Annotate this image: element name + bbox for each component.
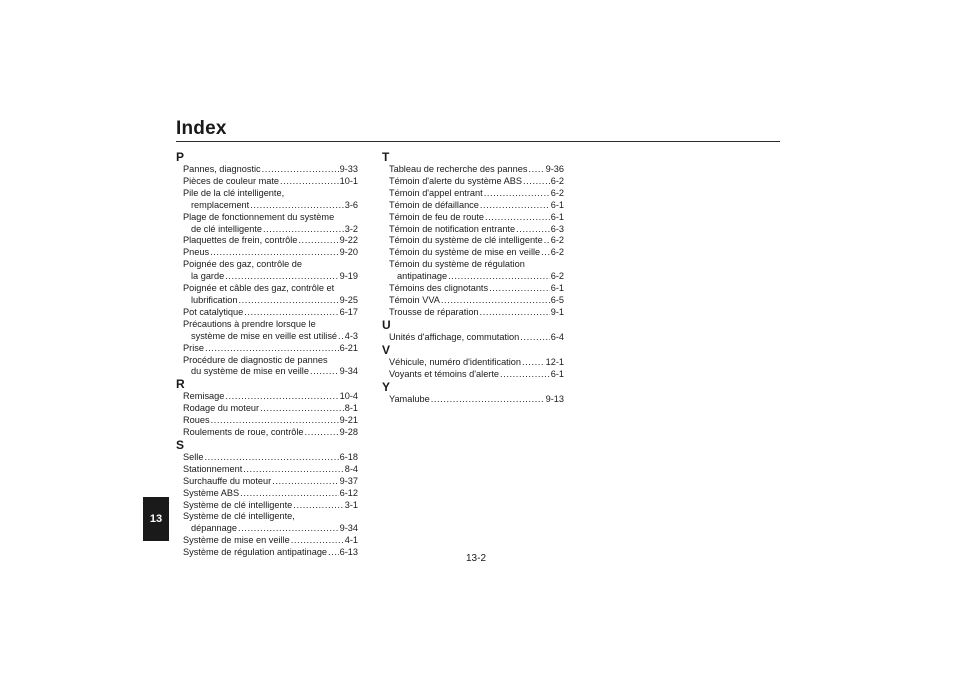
entry-page: 6-2 — [550, 247, 564, 258]
dot-leader — [272, 476, 338, 488]
dot-leader — [262, 164, 339, 176]
index-entry — [176, 176, 358, 188]
dot-leader — [204, 452, 338, 464]
entry-page: 10-4 — [339, 391, 358, 402]
index-entry — [382, 212, 564, 224]
entry-text-continued: du système de mise en veille — [191, 366, 309, 377]
dot-leader — [523, 176, 550, 188]
entry-page: 6-18 — [339, 451, 358, 462]
entry-text: Témoin du système de mise en veille — [389, 247, 541, 258]
entry-text: Poignée des gaz, contrôle de — [183, 259, 303, 270]
index-entry — [176, 247, 358, 259]
index-entry — [176, 235, 358, 247]
index-entry — [176, 391, 358, 403]
entry-text: Pile de la clé intelligente, — [183, 187, 285, 198]
dot-leader — [225, 391, 338, 403]
index-entry — [382, 283, 564, 295]
dot-leader — [244, 307, 338, 319]
dot-leader — [293, 500, 343, 512]
entry-page: 3-2 — [344, 223, 358, 234]
entry-text-continued: remplacement — [191, 199, 250, 210]
index-column-right — [382, 151, 564, 405]
index-entry — [382, 224, 564, 236]
entry-page: 6-3 — [550, 223, 564, 234]
entry-text: Pneus — [183, 247, 210, 258]
index-entry — [176, 452, 358, 464]
entry-text: Procédure de diagnostic de pannes — [183, 354, 328, 365]
dot-leader — [480, 200, 550, 212]
entry-text: Remisage — [183, 391, 225, 402]
dot-leader — [240, 488, 338, 500]
dot-leader — [310, 366, 339, 378]
entry-page: 10-1 — [339, 175, 358, 186]
entry-text: Selle — [183, 451, 204, 462]
entry-text: Roulements de roue, contrôle — [183, 427, 304, 438]
entry-page: 6-1 — [550, 368, 564, 379]
dot-leader — [260, 403, 344, 415]
dot-leader — [338, 331, 344, 343]
entry-page: 8-1 — [344, 403, 358, 414]
dot-leader — [484, 188, 550, 200]
index-column-left — [176, 151, 358, 559]
entry-page: 6-2 — [550, 271, 564, 282]
entry-page: 6-2 — [550, 235, 564, 246]
dot-leader — [298, 235, 338, 247]
entry-text: Témoin d'appel entrant — [389, 187, 483, 198]
entry-page: 9-25 — [339, 294, 358, 305]
index-entry — [176, 212, 358, 236]
index-entry — [382, 164, 564, 176]
entry-text: Système de régulation antipatinage — [183, 547, 328, 558]
index-letter: R — [176, 377, 185, 392]
index-letter: S — [176, 437, 185, 452]
entry-text: Système de clé intelligente, — [183, 511, 295, 522]
page-number: 13-2 — [466, 553, 487, 564]
entry-page: 9-13 — [545, 393, 564, 404]
index-entry — [176, 319, 358, 343]
index-entry — [382, 176, 564, 188]
index-entry — [176, 415, 358, 427]
index-letter: T — [382, 150, 390, 164]
index-entry — [176, 427, 358, 439]
entry-page: 4-3 — [344, 330, 358, 341]
entry-page: 6-2 — [550, 187, 564, 198]
dot-leader — [448, 271, 550, 283]
dot-leader — [441, 295, 550, 307]
entry-text-continued: dépannage — [191, 523, 237, 534]
dot-leader — [489, 283, 550, 295]
entry-page: 3-1 — [344, 499, 358, 510]
dot-leader — [544, 235, 550, 247]
index-entry — [176, 488, 358, 500]
entry-text: Pièces de couleur mate — [183, 175, 280, 186]
index-letter: Y — [382, 379, 391, 394]
entry-text-continued: lubrification — [191, 294, 238, 305]
entry-text: Témoin du système de régulation — [389, 259, 525, 270]
index-entry — [382, 235, 564, 247]
entry-page: 6-2 — [550, 175, 564, 186]
entry-page: 6-21 — [339, 342, 358, 353]
entry-text: Système de mise en veille — [183, 535, 290, 546]
index-entry — [382, 188, 564, 200]
entry-text: Témoin du système de clé intelligente — [389, 235, 543, 246]
dot-leader — [431, 394, 545, 406]
entry-text: Unités d'affichage, commutation — [389, 331, 520, 342]
entry-text: Pannes, diagnostic — [183, 164, 261, 174]
entry-text: Système ABS — [183, 487, 240, 498]
dot-leader — [238, 295, 338, 307]
index-entry — [176, 535, 358, 547]
entry-text-continued: système de mise en veille est utilisé — [191, 330, 338, 341]
index-entry — [176, 500, 358, 512]
dot-leader — [210, 247, 339, 259]
entry-page: 6-17 — [339, 306, 358, 317]
index-entry — [176, 188, 358, 212]
entry-text: Témoin de notification entrante — [389, 223, 516, 234]
entry-text: Témoins des clignotants — [389, 283, 489, 294]
entry-page: 9-21 — [339, 415, 358, 426]
entry-text: Stationnement — [183, 463, 243, 474]
dot-leader — [328, 547, 339, 559]
index-entry — [176, 343, 358, 355]
index-entry — [176, 476, 358, 488]
dot-leader — [522, 357, 545, 369]
index-entry — [382, 357, 564, 369]
index-entry — [176, 307, 358, 319]
dot-leader — [480, 307, 550, 319]
entry-text: Roues — [183, 415, 210, 426]
dot-leader — [211, 415, 339, 427]
dot-leader — [250, 200, 344, 212]
index-entry — [382, 307, 564, 319]
page-title: Index — [176, 118, 227, 139]
index-entry — [176, 547, 358, 559]
dot-leader — [528, 164, 544, 176]
dot-leader — [516, 224, 550, 236]
entry-text: Voyants et témoins d'alerte — [389, 368, 500, 379]
entry-text: Prise — [183, 342, 204, 353]
entry-text: Yamalube — [389, 393, 430, 404]
dot-leader — [485, 212, 550, 224]
index-entry — [176, 464, 358, 476]
entry-page: 9-34 — [339, 366, 358, 377]
index-entry — [382, 295, 564, 307]
index-entry — [382, 332, 564, 344]
entry-page: 9-19 — [339, 271, 358, 282]
entry-text-continued: antipatinage — [397, 271, 448, 282]
entry-text: Témoin de feu de route — [389, 211, 484, 222]
index-entry — [382, 259, 564, 283]
entry-page: 6-5 — [550, 294, 564, 305]
entry-page: 6-4 — [550, 331, 564, 342]
entry-text: Plaquettes de frein, contrôle — [183, 235, 298, 246]
entry-page: 6-1 — [550, 199, 564, 210]
entry-page: 6-12 — [339, 487, 358, 498]
entry-page: 9-1 — [550, 306, 564, 317]
entry-text: Témoin d'alerte du système ABS — [389, 175, 522, 186]
entry-page: 6-13 — [339, 547, 358, 558]
entry-page: 8-4 — [344, 463, 358, 474]
dot-leader — [305, 427, 339, 439]
dot-leader — [280, 176, 339, 188]
entry-page: 9-34 — [339, 523, 358, 534]
entry-text: Poignée et câble des gaz, contrôle et — [183, 283, 335, 294]
index-entry — [382, 200, 564, 212]
entry-text: Témoin VVA — [389, 294, 440, 305]
entry-page: 6-1 — [550, 283, 564, 294]
index-letter: P — [176, 150, 185, 164]
entry-text: Témoin de défaillance — [389, 199, 479, 210]
entry-text-continued: de clé intelligente — [191, 223, 262, 234]
entry-text: Trousse de réparation — [389, 306, 479, 317]
dot-leader — [263, 224, 344, 236]
entry-text: Précautions à prendre lorsque le — [183, 318, 316, 329]
dot-leader — [238, 523, 339, 535]
index-entry — [176, 403, 358, 415]
dot-leader — [541, 247, 550, 259]
entry-text: Tableau de recherche des pannes — [389, 164, 528, 174]
entry-page: 3-6 — [344, 199, 358, 210]
dot-leader — [243, 464, 343, 476]
entry-text: Véhicule, numéro d'identification — [389, 356, 521, 367]
entry-text-continued: la garde — [191, 271, 225, 282]
index-entry — [382, 247, 564, 259]
entry-page: 9-36 — [545, 164, 564, 174]
entry-page: 9-28 — [339, 427, 358, 438]
dot-leader — [205, 343, 339, 355]
index-entry — [176, 283, 358, 307]
dot-leader — [500, 369, 550, 381]
index-entry — [176, 164, 358, 176]
index-entry — [176, 511, 358, 535]
dot-leader — [520, 332, 549, 344]
dot-leader — [225, 271, 338, 283]
entry-page: 6-1 — [550, 211, 564, 222]
entry-text: Rodage du moteur — [183, 403, 260, 414]
entry-page: 9-37 — [339, 475, 358, 486]
entry-text: Surchauffe du moteur — [183, 475, 272, 486]
index-entry — [382, 369, 564, 381]
index-entry — [382, 394, 564, 406]
index-letter: U — [382, 317, 391, 332]
index-entry — [176, 259, 358, 283]
entry-page: 9-22 — [339, 235, 358, 246]
entry-text: Système de clé intelligente — [183, 499, 293, 510]
title-underline — [176, 141, 780, 142]
entry-page: 4-1 — [344, 535, 358, 546]
index-entry — [176, 355, 358, 379]
dot-leader — [291, 535, 344, 547]
entry-page: 12-1 — [545, 356, 564, 367]
entry-text: Plage de fonctionnement du système — [183, 211, 335, 222]
entry-page: 9-20 — [339, 247, 358, 258]
entry-text: Pot catalytique — [183, 306, 244, 317]
index-letter: V — [382, 342, 391, 357]
chapter-tab: 13 — [143, 497, 169, 541]
entry-page: 9-33 — [339, 164, 358, 174]
